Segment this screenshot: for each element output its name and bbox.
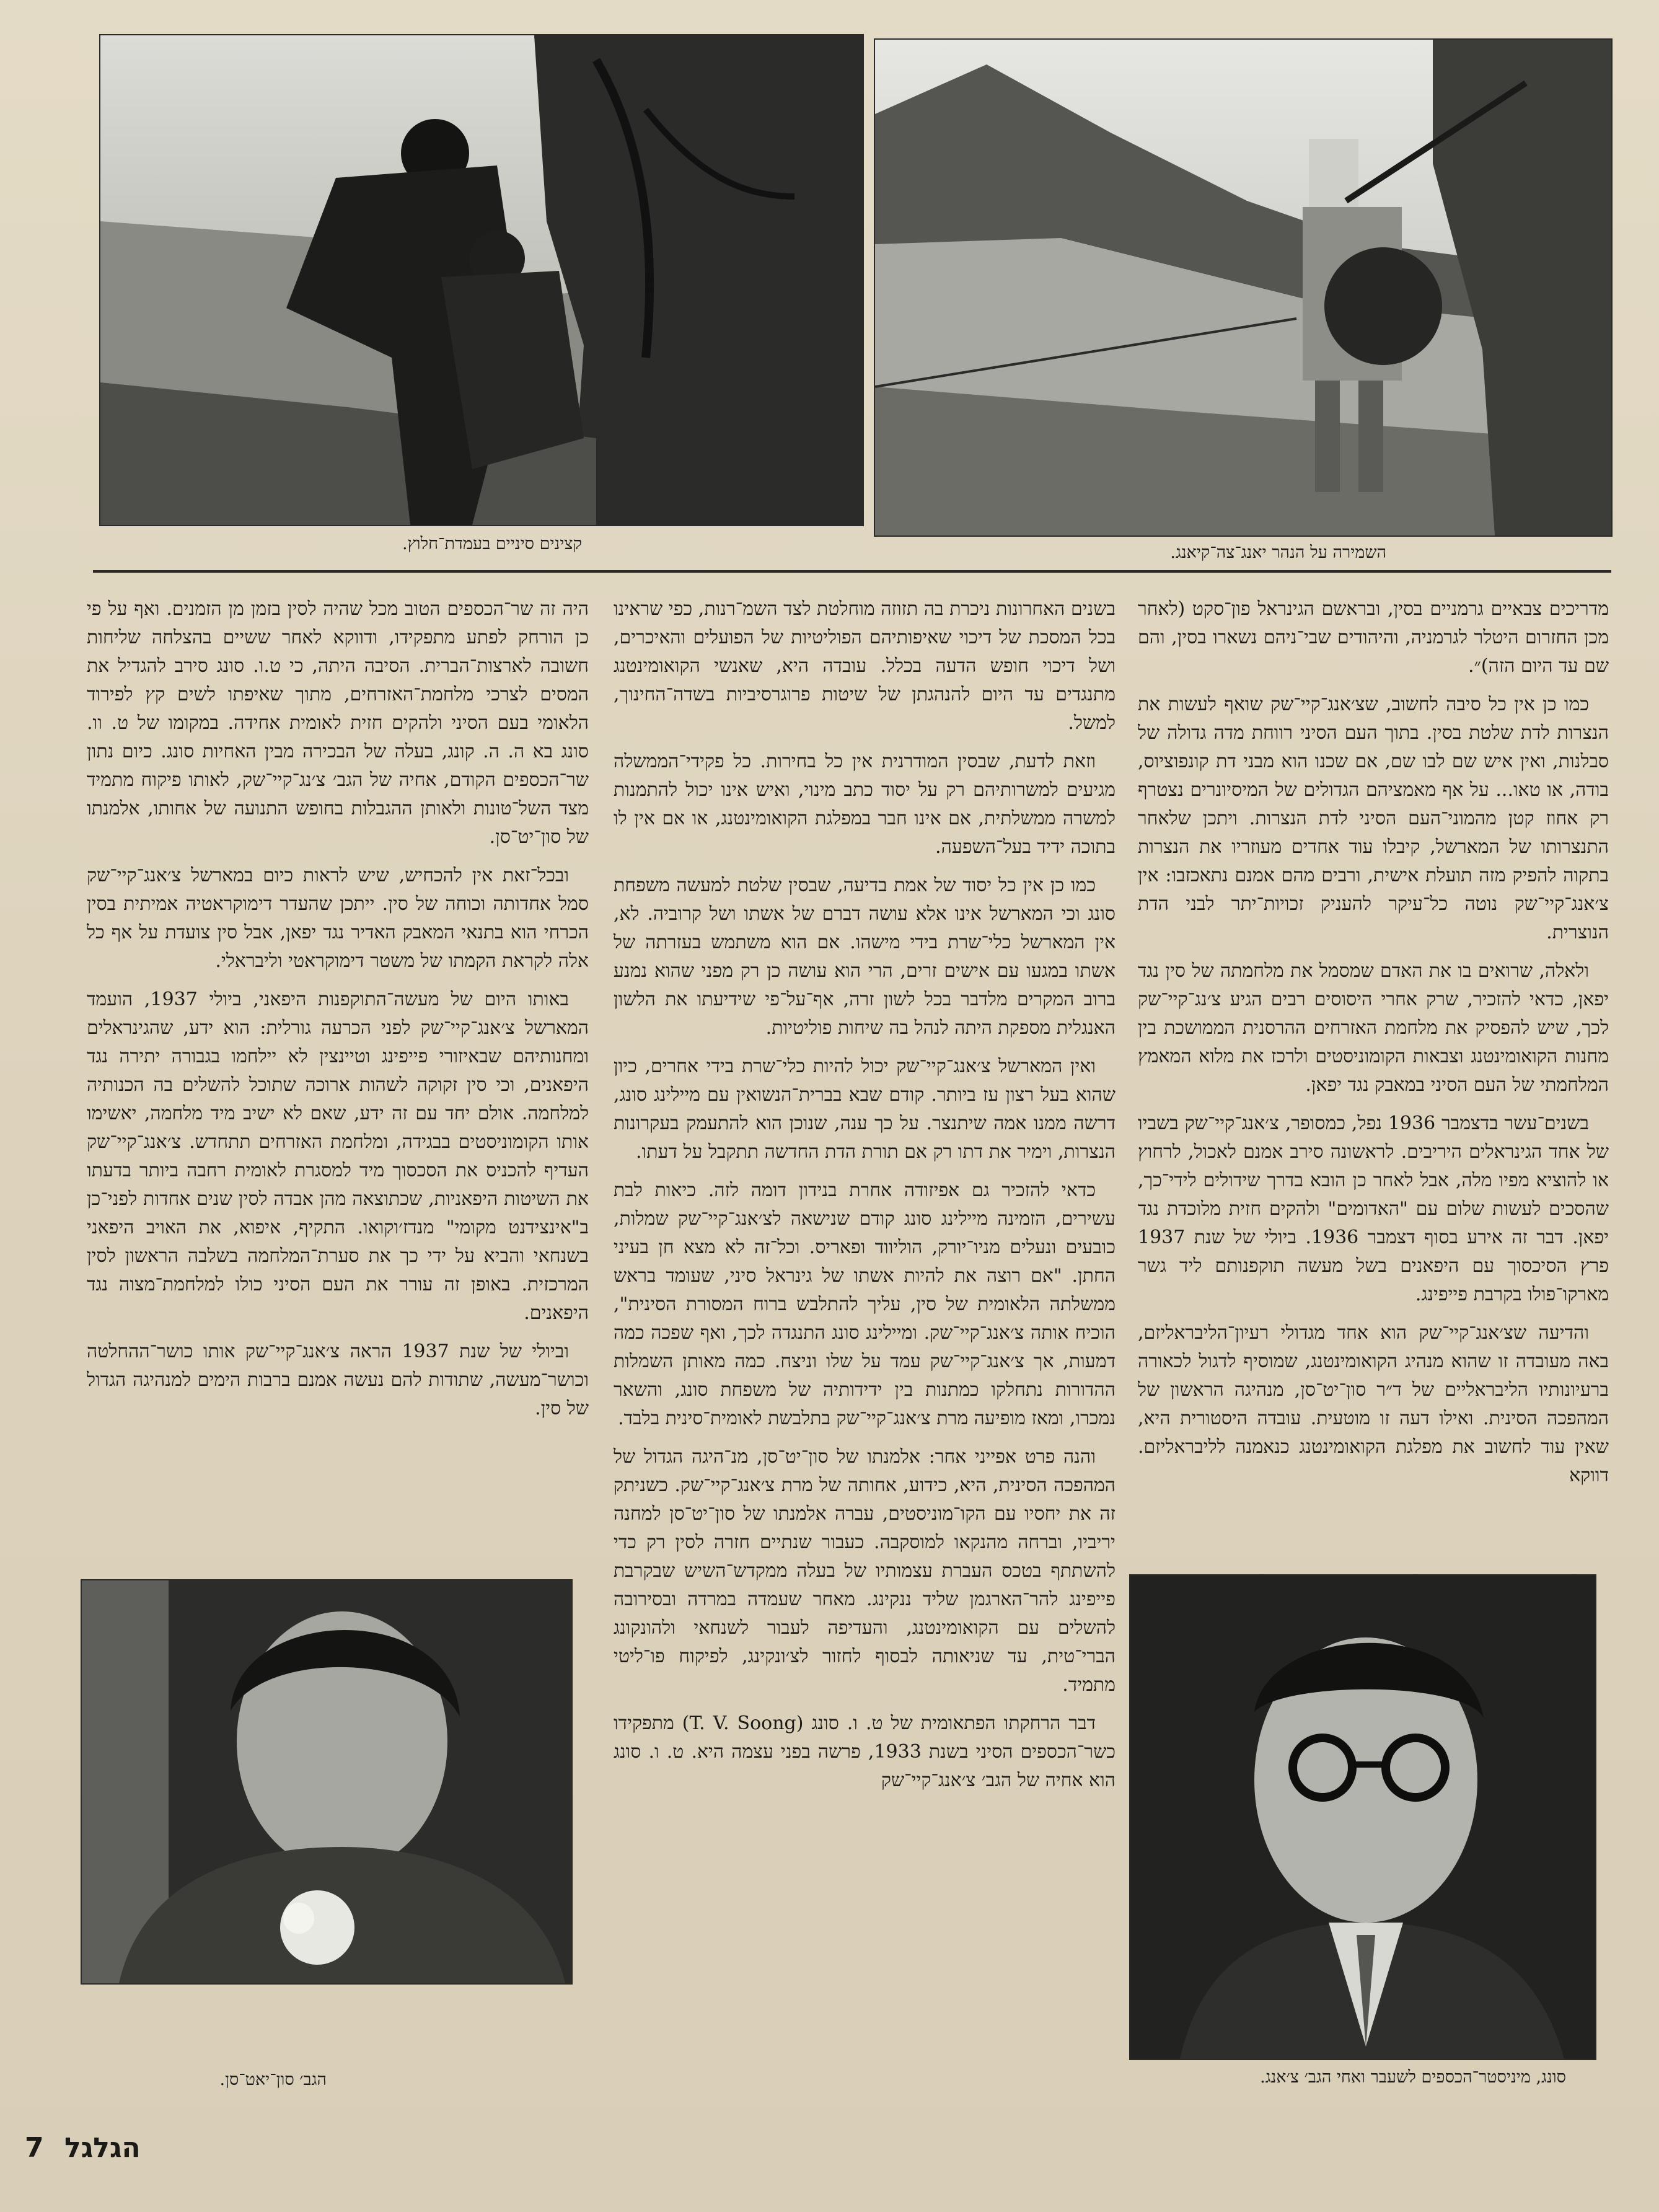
officers-image <box>100 35 863 525</box>
paragraph: ואין המארשל צ׳אנג־קיי־שק יכול להיות כלי־שרת בידי אחרים, כיון שהוא בעל רצון עז ביותר. קודם שבא בברית־הנשואין עם מיילינג סונג, דרשה ממנו אמה שיתנצר. על כך ענה, שנוכן הוא להתעמק בעקרונות הנצרות, וימיר את דתו רק אם תורת הדת החדשה תתקבל על דעתו. <box>614 1055 1116 1163</box>
article-column-right <box>1138 595 1609 1512</box>
photo-officers <box>99 34 864 526</box>
article-column-left <box>87 595 589 1562</box>
paragraph: כדאי להזכיר גם אפיזודה אחרת בנידון דומה לזה. כיאות לבת עשירים, הזמינה מיילינג סונג קודם שנישאה לצ׳אנג־קיי־שק שמלות, כובעים ונעלים מניו־יורק, הוליווד ופאריס. וכל־זה לא מצא חן בעיני החתן. "אם רוצה את להיות אשתו של גינראל סיני, שעומד בראש ממשלתה הלאומית של סין, עליך להתלבש ברוח המסורת הסינית", הוכיח אותה צ׳אנג־קיי־שק. ומיילינג סונג התנגדה לכך, ואף שפכה כמה דמעות, אך צ׳אנג־קיי־שק עמד על שלו וניצח. כמה מאותן השמלות ההדורות נתחלקו כמתנות בין ידידותיה של משפחת סונג, והשאר נמכרו, ומאז מופיעה מרת צ׳אנג־קיי־שק בתלבשת לאומית־סינית בלבד. <box>614 1179 1116 1429</box>
paragraph: והדיעה שצ׳אנג־קיי־שק הוא אחד מגדולי רעיון־הליבראליזם, באה מעובדה זו שהוא מנהיג הקואומינטנג, שמוסיף לדגול לכאורה ברעיונותיו הליבראליים של ד״ר סון־יט־סן, מנהיגה הראשון של המהפכה הסינית. ואילו דעה זו מוטעית. עובדה היסטורית היא, שאין עוד לחשוב את מפלגת הקואומינטנג כנאמנה לליבראליזם. דווקא <box>1138 1322 1609 1486</box>
soong-portrait-image <box>1130 1575 1595 2059</box>
paragraph: והנה פרט אפייני אחר: אלמנתו של סון־יט־סן, מנ־היגה הגדול של המהפכה הסינית, היא, כידוע, אחותה של מרת צ׳אנג־קיי־שק. כשניתק זה את יחסיו עם הקו־מוניסטים, עברה אלמנתו של סון־יט־סן למחנה יריביו, וברחה מהנקאו למוסקבה. כעבור שנתיים חזרה לסין רק כדי להשתתף בטכס העברת עצמותיו של בעלה ממקדש־השיש שבקרבת פייפינג להר־הארגמן שליד ננקינג. מאחר שעמדה במרדה ובסירובה להשלים עם הקואומינטנג, והעדיפה לעבור לשנחאי ולהונקונג הברי־טית, עד שניאותה לבסוף לחזור לצ׳ונקינג, לפיקוח פו־ליטי מתמיד. <box>614 1446 1116 1696</box>
caption-soong: סונג, מיניסטר־הכספים לשעבר ואחי הגב׳ צ׳אנג. <box>1260 2068 1566 2087</box>
paragraph: מדריכים צבאיים גרמניים בסין, ובראשם הגינראל פון־סקט (לאחר מכן החזרום היטלר לגרמניה, והיהודים שבי־ניהם נשארו בסין, והם שם עד היום הזה)״. <box>1138 598 1609 677</box>
paragraph: כמו כן אין כל סיבה לחשוב, שצ׳אנג־קיי־שק שואף לעשות את הנצרות לדת שלטת בסין. בתוך העם הסיני רווחת מדה גדולה של סבלנות, ואין איש שם לבו שם, אם שכנו הוא מבני דת קונפוציוס, בודה, או טאו... על אף מאמציהם הגדולים של המיסיונרים נצטרף רק אחוז קטן מהמוני־העם הסיני לדת הנצרות. ויתכן שלאחר התנצרותו של המארשל, קיבלו עוד אחדים מעוזריו את הנצרות בתקוה להפיק מזה תועלת אישית, ורבים מהם אמנם נתאכזבו: אין צ׳אנג־קיי־שק נוטה כל־עיקר להעניק זכויות־יתר לבני הדת הנוצרית. <box>1138 694 1609 943</box>
photo-river-guard <box>874 38 1613 537</box>
paragraph: וביולי של שנת 1937 הראה צ׳אנג־קיי־שק אותו כושר־ההחלטה וכושר־מעשה, שתודות להם נעשה אמנם ברבות הימים למנהיגה הגדול של סין. <box>87 1341 589 1419</box>
paragraph: בשנים־עשר בדצמבר 1936 נפל, כמסופר, צ׳אנג־קיי־שק בשביו של אחד הגינראלים היריבים. לראשונה סירב אמנם לאכול, לרחוץ או להוציא מפיו מלה, אבל לאחר כן הובא בדרך שידולים לידי־כך, שהסכים לעשות שלום עם "האדומים" ולהקים חזית מלוכדת נגד יפאן. דבר זה אירע בסוף דצמבר 1936. ביולי של שנת 1937 פרץ הסיכסוך עם היפאנים בשל מעשה תוקפנותם ליד גשר מארקו־פולו בקרבת פייפינג. <box>1138 1113 1609 1305</box>
paragraph: כמו כן אין כל יסוד של אמת בדיעה, שבסין שלטת למעשה משפחת סונג וכי המארשל אינו אלא עושה דברם של אשתו ושל קרוביה. לא, אין המארשל כלי־שרת בידי מישהו. אם הוא משתמש בעזרתה של אשתו במגעו עם אישים זרים, הרי הוא עושה כן רק מפני שהוא נמנע ברוב המקרים מלדבר בכל לשון זרה, אף־על־פי שידיעתו את הלשון האנגלית מספקת היתה לנהל בה שיחות פוליטיות. <box>614 875 1116 1039</box>
horizontal-rule <box>93 570 1611 573</box>
caption-madame-sun: הגב׳ סון־יאט־סן. <box>219 2070 327 2089</box>
paragraph: בשנים האחרונות ניכרת בה תזוזה מוחלטת לצד השמ־רנות, כפי שראינו בכל המסכת של דיכוי שאיפותיהם הפוליטיות של הפועלים והאיכרים, ושל דיכוי חופש הדעה בכלל. עובדה היא, שאנשי הקואומינטנג מתנגדים עד היום להנהגתן של שיטות פרוגרסיביות בשדה־החינוך, למשל. <box>614 598 1116 734</box>
paragraph: דבר הרחקתו הפתאומית של ט. ו. סונג (T. V. Soong) מתפקידו כשר־הכספים הסיני בשנת 1933, פרשה בפני עצמה היא. ט. ו. סונג הוא אחיה של הגב׳ צ׳אנג־קיי־שק <box>614 1712 1116 1791</box>
paragraph: ולאלה, שרואים בו את האדם שמסמל את מלחמתה של סין נגד יפאן, כדאי להזכיר, שרק אחרי היסוסים רבים הגיע צ׳נג־קיי־שק לכך, שיש להפסיק את מלחמת האזרחים ההרסנית הממושכת בין מחנות הקואומינטנג וצבאות הקומוניסטים ולרכז את מלוא המאמץ המלחמתי של העם הסיני במאבק נגד יפאן. <box>1138 960 1609 1096</box>
paragraph: היה זה שר־הכספים הטוב מכל שהיה לסין בזמן מן הזמנים. ואף על פי כן הורחק לפתע מתפקידו, ודווקא לאחר ששיים בהצלחה שליחות חשובה לארצות־הברית. הסיבה היתה, כי ט.ו. סונג סירב להגדיל את המסים לצרכי מלחמת־האזרחים, מתוך שאיפתו לשים קץ לפירוד הלאומי בעם הסיני ולהקים חזית לאומית אחידה. במקומו של ט. וו. סונג בא ה. ה. קונג, בעלה של הבכירה מבין האחיות סונג. כיום נתון שר־הכספים הקודם, אחיה של הגב׳ צ׳נג־קיי־שק, לאותו פיקוח מתמיד מצד השל־טונות ולאותן ההגבלות בחופש התנועה של אחותו, אלמנתו של סון־יט־סן. <box>87 598 589 848</box>
madame-sun-portrait-image <box>82 1580 571 1983</box>
river-guard-image <box>875 40 1611 535</box>
paragraph: וזאת לדעת, שבסין המודרנית אין כל בחירות. כל פקידי־הממשלה מגיעים למשרותיהם רק על יסוד כתב מינוי, ואיש אינו יכול להתמנות למשרה ממשלתית, אם אינו חבר במפלגת הקואומינטנג, או אם אין לו בתוכה ידיד בעל־השפעה. <box>614 751 1116 858</box>
paragraph: ובכל־זאת אין להכחיש, שיש לראות כיום במארשל צ׳אנג־קיי־שק סמל אחדותה וכוחה של סין. ייתכן שהעדר דימוקראטיה אמיתית בסין הכרחי הוא בתנאי המאבק האדיר נגד יפאן, אבל סין צועדת על אף כל אלה לקראת הקמתו של משטר דימוקראטי וליבראלי. <box>87 865 589 972</box>
page-number: 7 <box>25 2132 44 2164</box>
article-column-middle <box>614 595 1116 2101</box>
caption-river-guard: השמירה על הנהר יאנג־צה־קיאנג. <box>1170 543 1386 562</box>
paragraph: באותו היום של מעשה־התוקפנות היפאני, ביולי 1937, הועמד המארשל צ׳אנג־קיי־שק לפני הכרעה גורלית: הוא ידע, שהגינראלים ומחנותיהם שבאיזורי פייפינג וטיינצין לא יילחמו בגבורה יתירה נגד היפאנים, וכי סין זקוקה לשהות ארוכה שתוכל להשלים בה הכנותיה למלחמה. אולם יחד עם זה ידע, שאם לא ישיב מיד מלחמה, יאשימו אותו הקומוניסטים בבגידה, ומלחמת האזרחים תתחדש. צ׳אנג־קיי־שק העדיף להכניס את הסכסוך מיד למסגרת לאומית רחבה ביותר בדעתו את השיטות היפאניות, שכתוצאה מהן אבדה לסין שנים אחדות לפני־כן ב"אינצידנט מקומי" מנדז׳וקואו. התקיף, איפוא, את האויב היפאני בשנחאי והביא על ידי כך את סערת־המלחמה בשלבה הראשון לסין המרכזית. באופן זה עורר את העם הסיני כולו למלחמת־מצוה נגד היפאנים. <box>87 989 589 1324</box>
photo-soong-portrait <box>1129 1574 1596 2060</box>
caption-officers: קצינים סיניים בעמדת־חלוץ. <box>402 534 582 553</box>
folio <box>25 2132 141 2164</box>
photo-madame-sun-portrait <box>81 1579 573 1985</box>
magazine-title: הגלגל <box>64 2132 141 2164</box>
